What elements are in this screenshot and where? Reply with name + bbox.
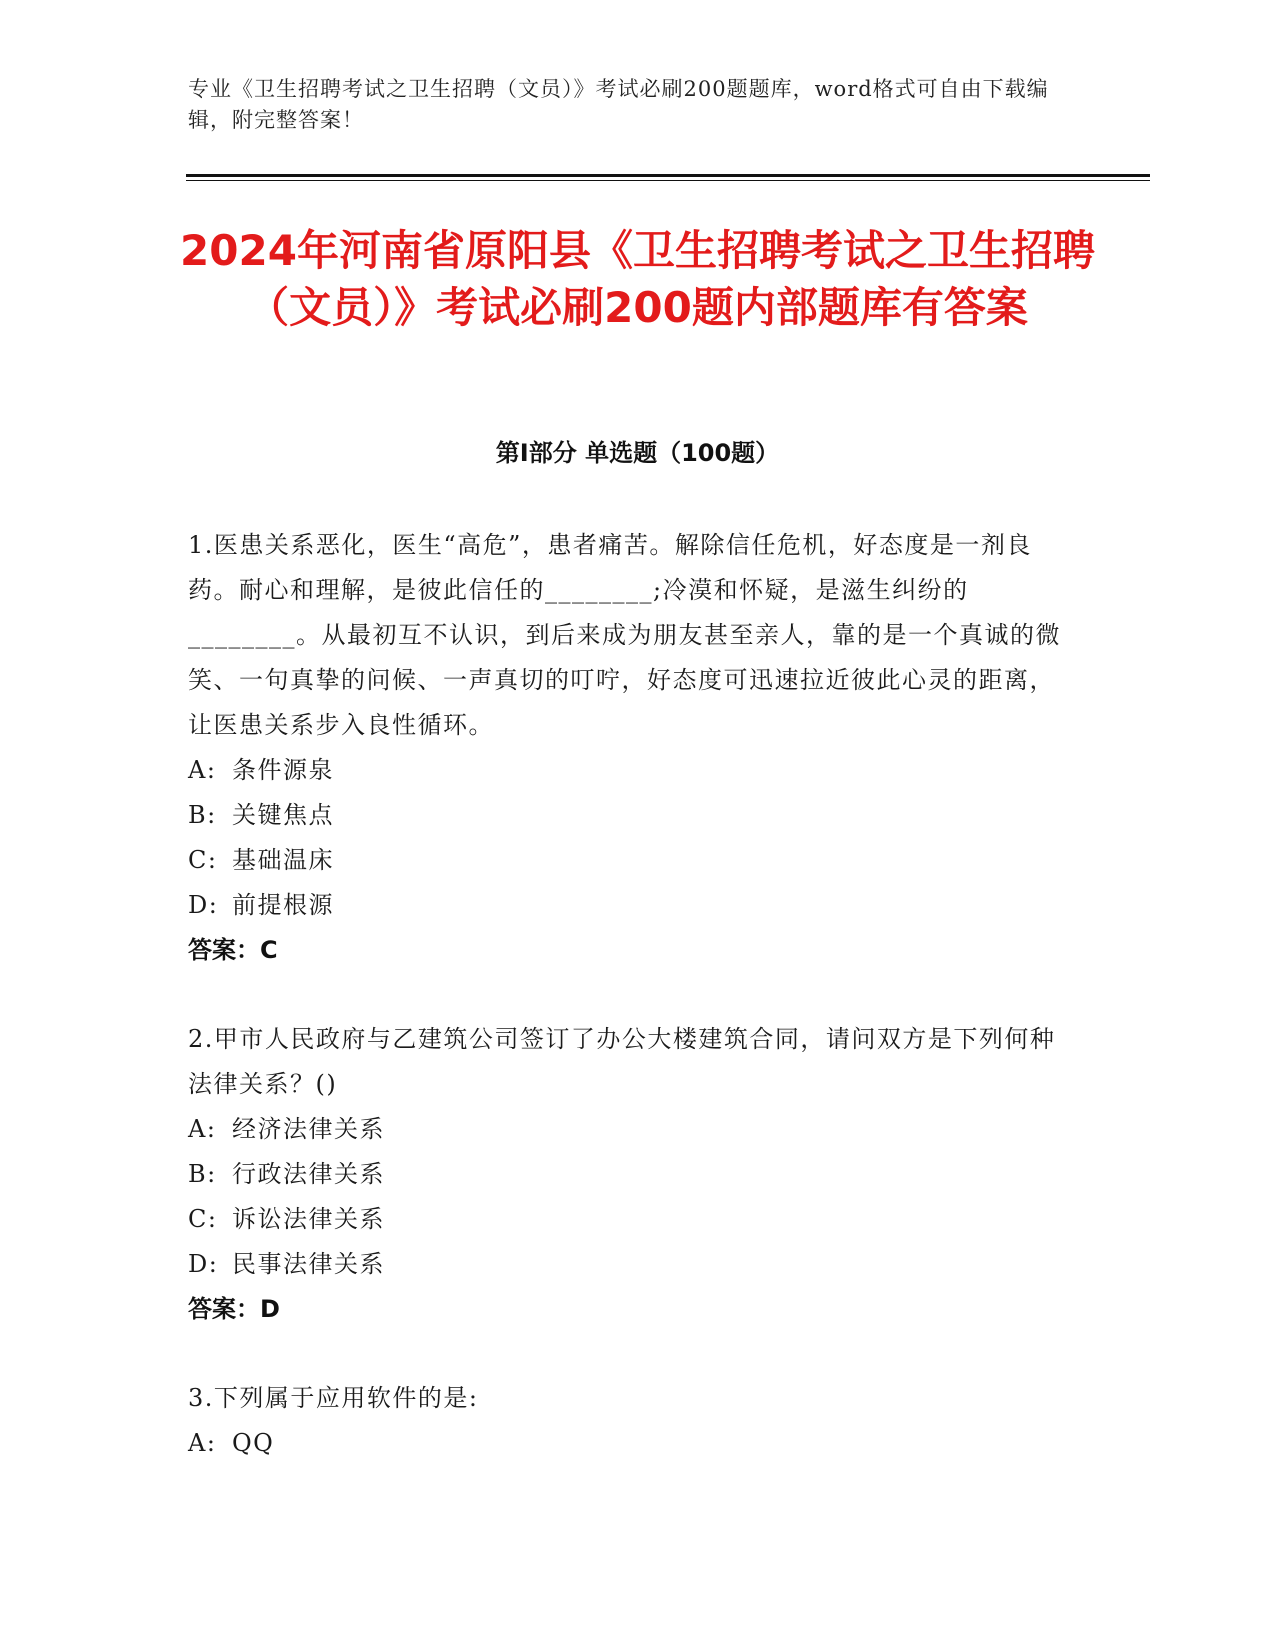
option-key: A:: [188, 1115, 217, 1143]
option-d: [188, 883, 1068, 928]
option-a: [188, 748, 1068, 793]
question-3: [188, 1376, 1068, 1466]
header-note: 专业《卫生招聘考试之卫生招聘（文员）》考试必刷200题题库，word格式可自由下载编辑，附完整答案！: [188, 77, 1049, 132]
document-title: 2024年河南省原阳县《卫生招聘考试之卫生招聘（文员）》考试必刷200题内部题库有答案: [180, 226, 1095, 332]
option-text: 基础温床: [232, 846, 334, 874]
option-d: [188, 1242, 1068, 1287]
option-key: D:: [188, 891, 219, 919]
option-key: A:: [188, 756, 217, 784]
option-key: A:: [188, 1429, 217, 1457]
option-c: [188, 1197, 1068, 1242]
header-divider-thick: [186, 174, 1150, 177]
option-text: QQ: [232, 1429, 275, 1457]
question-answer: 答案：D: [188, 1295, 280, 1323]
option-a: [188, 1421, 1068, 1466]
question-stem: 2.甲市人民政府与乙建筑公司签订了办公大楼建筑合同，请问双方是下列何种法律关系？(): [188, 1025, 1056, 1098]
question-stem: 1.医患关系恶化，医生“高危”，患者痛苦。解除信任危机，好态度是一剂良药。耐心和理解，是彼此信任的________;冷漠和怀疑，是滋生纠纷的________。从最初互不认识，到后来成为朋友甚至亲人，靠的是一个真诚的微笑、一句真挚的问候、一声真切的叮咛，好态度可迅速拉近彼此心灵的距离，让医患关系步入良性循环。: [188, 531, 1061, 739]
option-text: 经济法律关系: [232, 1115, 385, 1143]
header-divider-thin: [186, 180, 1150, 181]
option-key: C:: [188, 1205, 218, 1233]
option-key: B:: [188, 1160, 217, 1188]
option-text: 前提根源: [232, 891, 334, 919]
option-b: [188, 793, 1068, 838]
question-stem: 3.下列属于应用软件的是:: [188, 1384, 479, 1412]
option-key: C:: [188, 846, 218, 874]
option-key: D:: [188, 1250, 219, 1278]
question-list: [188, 523, 1068, 1510]
option-b: [188, 1152, 1068, 1197]
option-c: [188, 838, 1068, 883]
option-text: 行政法律关系: [232, 1160, 385, 1188]
question-2: [188, 1017, 1068, 1332]
option-a: [188, 1107, 1068, 1152]
option-text: 民事法律关系: [232, 1250, 385, 1278]
question-1: [188, 523, 1068, 973]
question-answer: 答案：C: [188, 936, 278, 964]
option-key: B:: [188, 801, 217, 829]
option-text: 诉讼法律关系: [232, 1205, 385, 1233]
option-text: 条件源泉: [232, 756, 334, 784]
section-heading: 第I部分 单选题（100题）: [495, 439, 780, 467]
option-text: 关键焦点: [232, 801, 334, 829]
